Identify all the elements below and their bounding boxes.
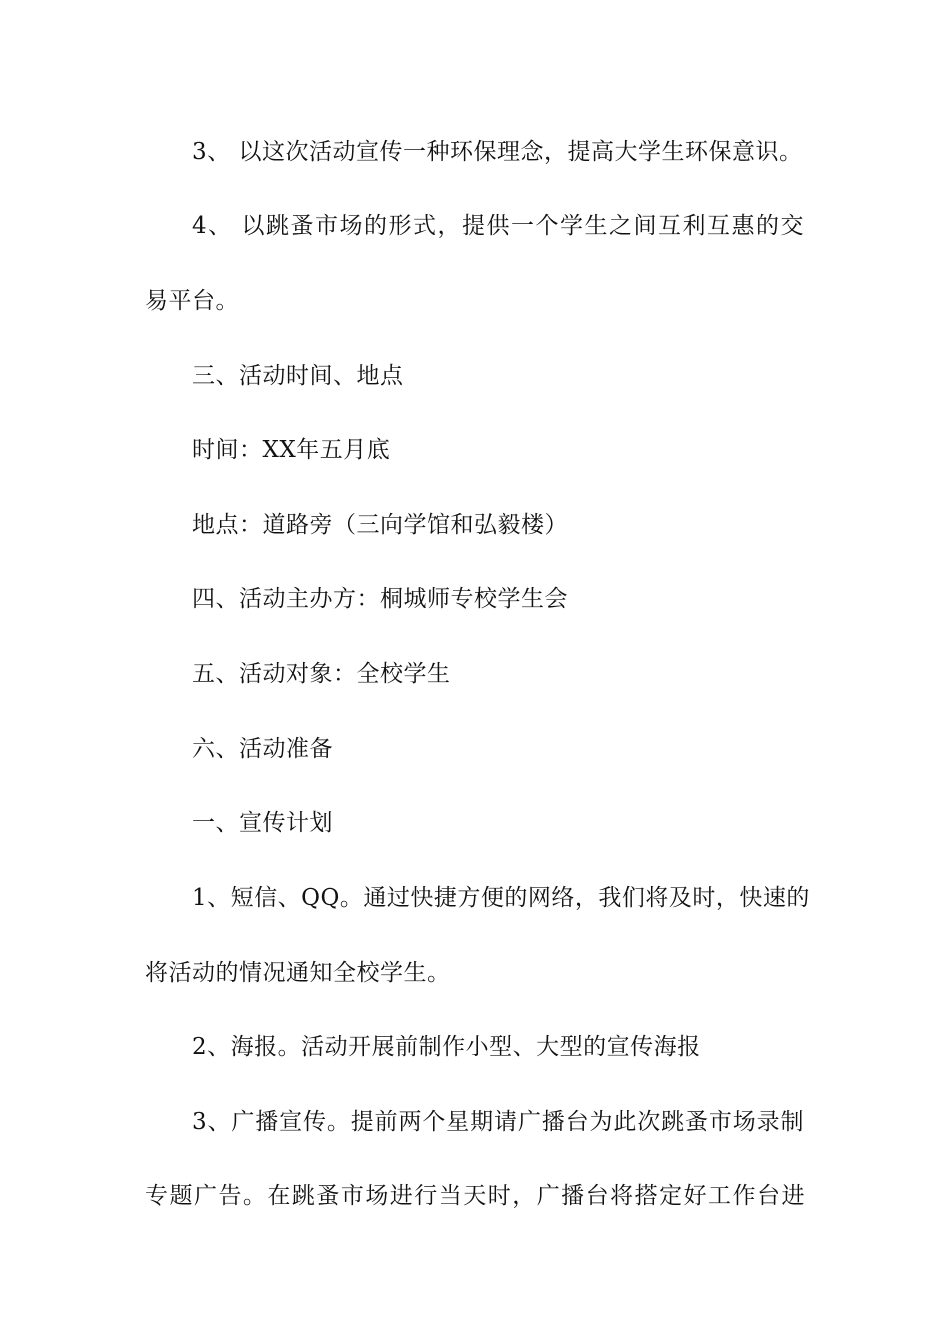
paragraph-line: 2、海报。活动开展前制作小型、大型的宣传海报 bbox=[192, 1034, 701, 1060]
section-heading: 六、活动准备 bbox=[192, 736, 333, 762]
paragraph-line: 4、 以跳蚤市场的形式，提供一个学生之间互利互惠的交 bbox=[192, 213, 804, 239]
section-heading: 四、活动主办方：桐城师专校学生会 bbox=[192, 586, 568, 612]
paragraph-line: 专题广告。在跳蚤市场进行当天时，广播台将搭定好工作台进 bbox=[145, 1183, 805, 1209]
paragraph-line: 将活动的情况通知全校学生。 bbox=[145, 960, 451, 986]
paragraph-line: 易平台。 bbox=[145, 288, 239, 314]
paragraph-line: 3、 以这次活动宣传一种环保理念，提高大学生环保意识。 bbox=[192, 139, 803, 165]
paragraph-line: 时间：XX年五月底 bbox=[192, 437, 391, 463]
paragraph-line: 1、短信、QQ。通过快捷方便的网络，我们将及时，快速的 bbox=[192, 885, 810, 911]
section-heading: 五、活动对象：全校学生 bbox=[192, 661, 451, 687]
paragraph-line: 3、广播宣传。提前两个星期请广播台为此次跳蚤市场录制 bbox=[192, 1109, 804, 1135]
section-heading: 三、活动时间、地点 bbox=[192, 363, 404, 389]
section-heading: 一、宣传计划 bbox=[192, 810, 333, 836]
paragraph-line: 地点：道路旁（三向学馆和弘毅楼） bbox=[192, 512, 568, 538]
